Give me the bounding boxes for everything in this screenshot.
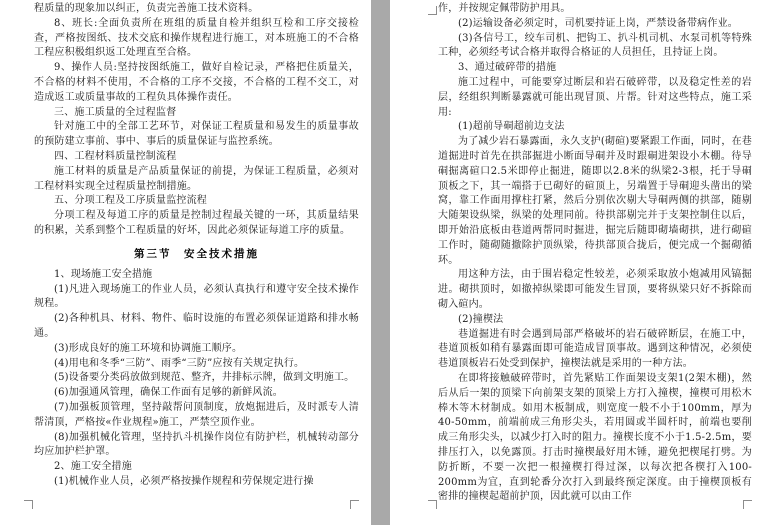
paragraph: 程质量的现象加以纠正，负责完善施工技术资料。 bbox=[34, 3, 259, 14]
paragraph: 施工材料的质量是产品质量保证的前提，为保证工程质量，必须对工程材料实现全过程质量控制措施。 bbox=[34, 165, 359, 192]
paragraph: (2)各种机具、材料、物件、临时设施的布置必须保证道路和排水畅通。 bbox=[34, 313, 359, 339]
paragraph: 三、施工质量的全过程监督 bbox=[54, 106, 177, 118]
left-page-text bbox=[34, 2, 359, 490]
paragraph: 针对施工中的全部工艺环节，对保证工程质量和易发生的质量事故的预防建立事前、事中、事后的质量保证与监控系统。 bbox=[34, 121, 359, 148]
paragraph: 1、现场施工安全措施 bbox=[54, 268, 153, 280]
paragraph: 分项工程及每道工序的质量是控制过程最关键的一环，其质量结果的积累，关系到整个工程质量的好坏，因此必须保证每道工序的质量。 bbox=[34, 210, 359, 236]
paragraph: (8)加强机械化管理，坚持扒斗机操作岗位有防护栏，机械转动部分均应加护栏护罩。 bbox=[34, 431, 359, 458]
paragraph: (1)凡进入现场施工的作业人员，必须认真执行和遵守安全技术操作规程。 bbox=[34, 283, 359, 310]
paragraph: (2)运输设备必须定时，司机要持证上岗，严禁设备带病作业。 bbox=[458, 17, 738, 29]
paragraph: 8、班长:全面负责所在班组的质量自检并组织互检和工序交接检查，严格按图纸、技术交底和操作规程进行施工，对本班施工的不合格工程应积极组织返工处理直至合格。 bbox=[34, 17, 359, 59]
paragraph: (3)各信号工，绞车司机、把钩工、扒斗机司机、水泵司机等特殊工种，必须经考试合格并取得合格证的人员担任，且持证上岗。 bbox=[438, 32, 752, 59]
paragraph: 作，并按规定佩带防护用具。 bbox=[438, 3, 571, 14]
paragraph: (4)用电和冬季“三防”、雨季“三防”应按有关规定执行。 bbox=[54, 357, 305, 369]
paragraph: (1)超前导硐超前边支法 bbox=[458, 121, 565, 133]
document-page-left bbox=[0, 0, 371, 525]
paragraph: 五、分项工程及工序质量监控流程 bbox=[54, 195, 207, 207]
paragraph: 在即将接触破碎带时，首先紧贴工作面架设支架1(2架木棚)，然后从后一架的顶梁下向前架支架的顶梁上方打入撞楔，撞楔可用松木棒木等木材制成。如用木板制成，则宽度一般不小于100mm，厚为40-50mm，前端前成三角形尖头，若用圆或半圆杆时，前端也要削成三角形尖头，以减少打入时的阻力。撞楔长度不小于1.5-2.5m，要排压打入，以免露顶。打击时撞楔最好用木锤，避免把楔尾打劈。为防折断，不要一次把一根撞楔打得过深，以每次把各楔打入100-200mm为宜，直到轮番分次打入到最终预定深度。由于撞楔顶板有密排的撞楔起超前护顶，因此就可以由工作 bbox=[438, 372, 752, 503]
paragraph: 巷道掘进有时会遇到局部严格破坏的岩石破碎断层，在施工中，巷道顶板如稍有暴露面即可能造成冒顶事故。遇到这种情况，必须使巷道顶板岩石处受到保护，撞楔法就是采用的一种方法。 bbox=[438, 328, 752, 370]
page-corner-mark bbox=[350, 500, 359, 509]
page-corner-mark bbox=[428, 500, 437, 509]
paragraph: (7)加强板顶管理，坚持敲帮问顶制度，放炮掘进后，及时派专人清帮清顶，严格按«作业规程»施工，严禁空顶作业。 bbox=[34, 401, 359, 428]
page-corner-mark bbox=[428, 6, 437, 15]
page-corner-mark bbox=[24, 500, 33, 509]
paragraph: 四、工程材料质量控制流程 bbox=[54, 150, 177, 162]
right-page-text bbox=[438, 2, 752, 505]
paragraph: 为了减少岩石暴露面，永久支护(砌碹)要紧跟工作面，同时，在巷道掘进时首先在拱部掘进小断面导硐并及时跟硐进架设小木棚。待导硐掘离碹口2.5米即停止掘进，随即以2.8米的纵梁2-3根，托于导硐顶板之下，其一端搭于已砌好的碹顶上，另端置于导硐迎头凿出的梁窝，靠工作面用撑柱打紧，然后分别依次剔大导硐两侧的拱部，随剔大随架设纵梁，纵梁的处理同前。待拱部剔完并于支架控制住以后，即开始沿底板由巷道两帮同时掘进，掘完后随即砌墙砌拱，进行砌碹工作时，随砌随撤除护顶纵梁，待拱部顶合拢后，便完成一个掘砌循环。 bbox=[438, 136, 752, 266]
paragraph: (2)撞楔法 bbox=[458, 313, 504, 325]
paragraph: (1)机械作业人员，必须严格按操作规程和劳保规定进行操 bbox=[54, 475, 314, 487]
paragraph: (6)加强通风管理，确保工作面有足够的新鲜风流。 bbox=[54, 387, 283, 399]
paragraph: (5)设备要分类码放做到规范、整齐，井排标示牌，做到文明施工。 bbox=[54, 372, 355, 384]
paragraph: 施工过程中，可能要穿过断层和岩石破碎带，以及稳定性差的岩层，经组织判断暴露就可能出现冒顶、片帮。针对这些特点，施工采用: bbox=[438, 76, 752, 118]
paragraph: 3、通过破碎带的措施 bbox=[458, 62, 557, 74]
section-title: 第三节 安全技术措施 bbox=[134, 247, 259, 260]
paragraph: 2、施工安全措施 bbox=[54, 461, 132, 473]
document-page-right bbox=[390, 0, 760, 525]
page-corner-mark bbox=[743, 500, 752, 509]
paragraph: (3)形成良好的施工环境和协调施工顺序。 bbox=[54, 342, 243, 354]
paragraph: 用这种方法，由于围岩稳定性较差，必须采取放小炮减用风镐掘进。砌拱顶时，如撤掉纵梁即可能发生冒顶，要将纵梁只好不拆除而砌入碹内。 bbox=[438, 269, 752, 310]
paragraph: 9、操作人员:坚持按图纸施工，做好自检记录，严格把住质量关，不合格的材料不使用，不合格的工序不交接，不合格的工程不交工，对造成返工或质量事故的工程负具体操作责任。 bbox=[34, 62, 359, 103]
